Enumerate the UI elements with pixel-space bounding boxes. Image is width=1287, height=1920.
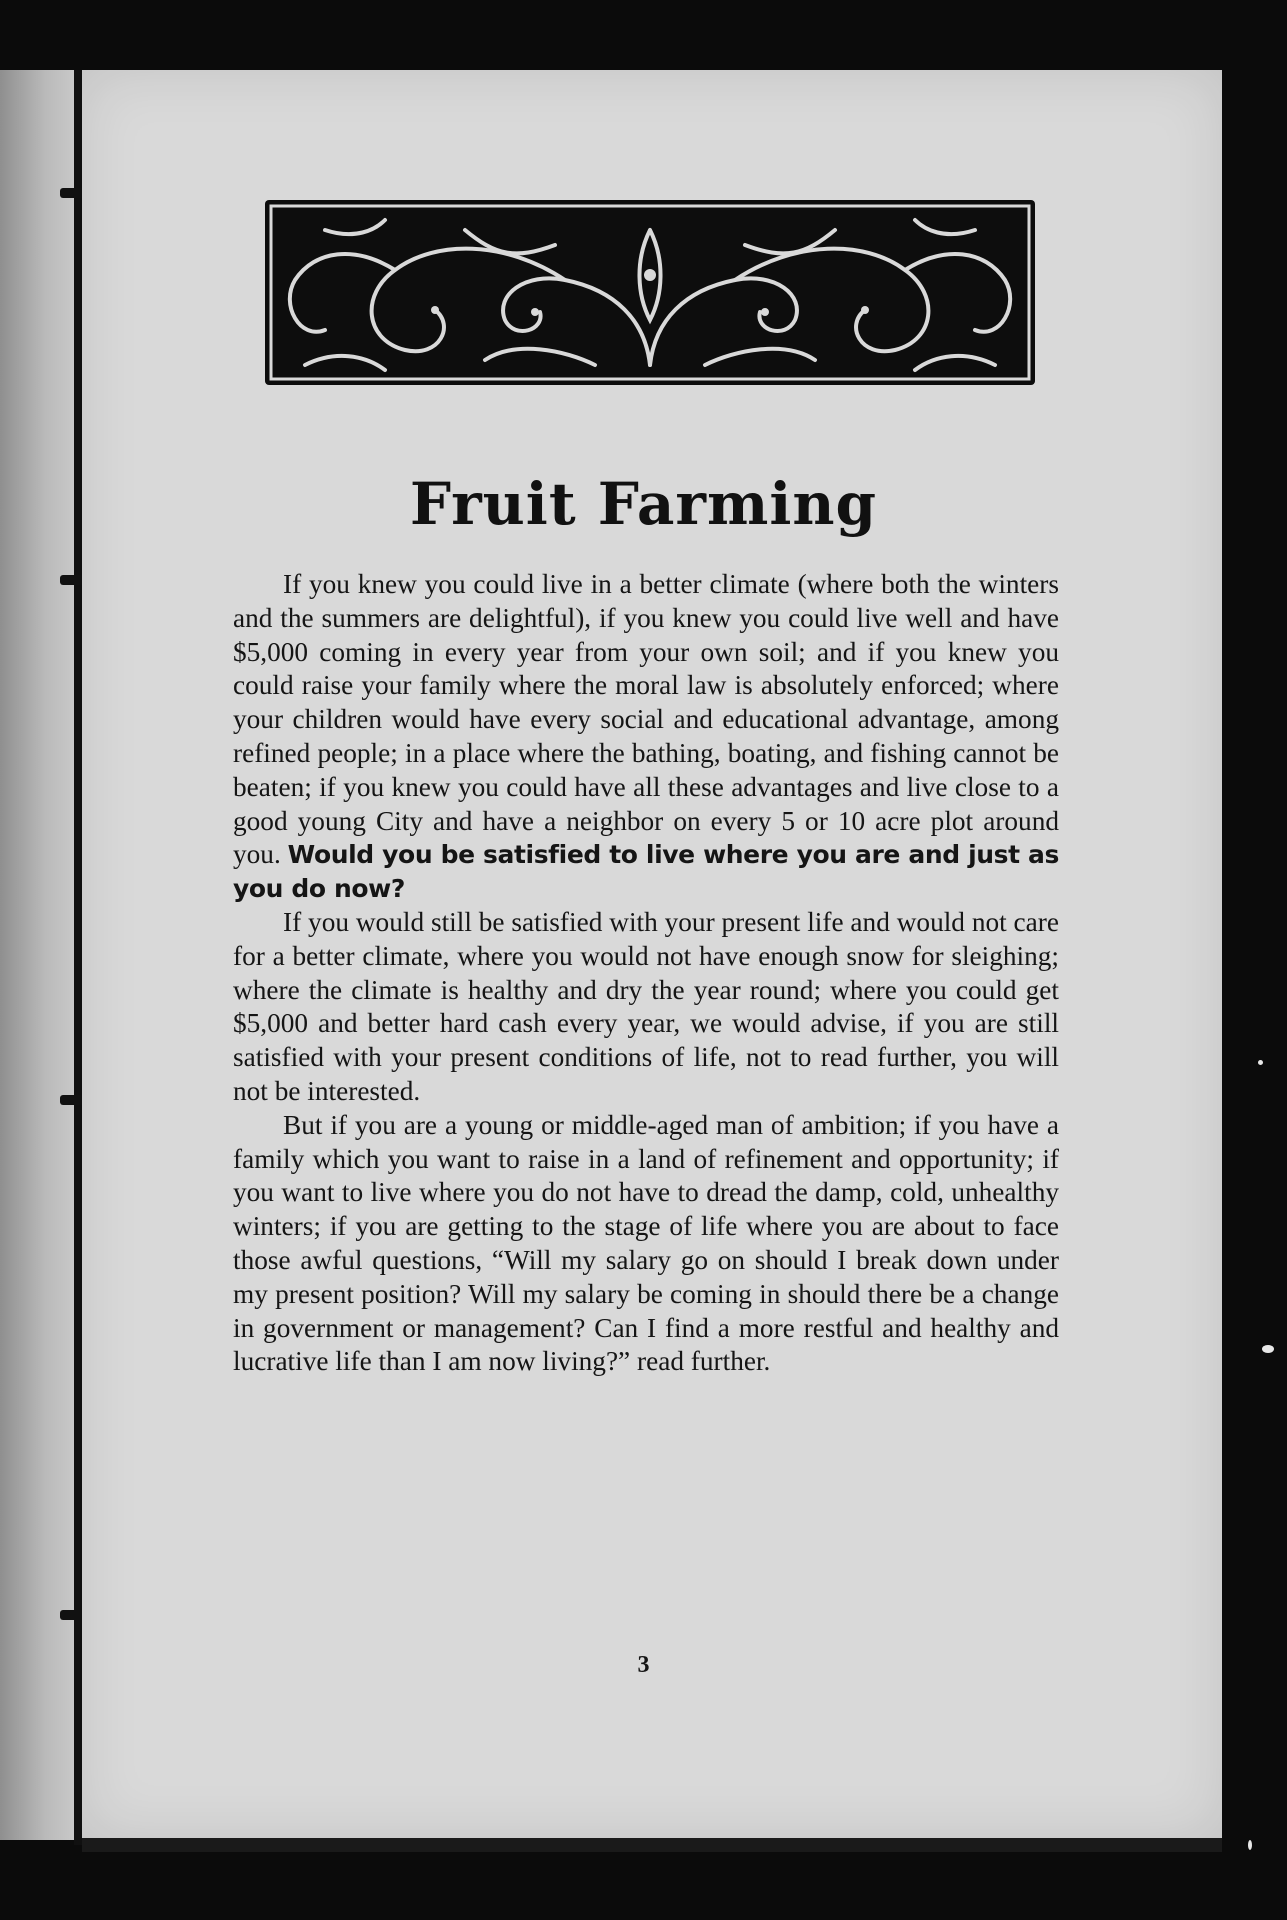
scan-speck (1262, 1345, 1274, 1353)
book-spine (74, 70, 82, 1845)
floral-ornament-icon (265, 200, 1035, 385)
page-title: Fruit Farming (409, 470, 878, 538)
scan-speck (1258, 1060, 1263, 1065)
article-body (233, 568, 1059, 1379)
emphasis-question: Would you be satisfied to live where you are and just as you do now? (233, 840, 1059, 904)
paragraph-1-text: If you knew you could live in a better climate (where both the winters and the summers are delightful), if you knew you could live well and have $5,000 coming in every year from your own soil; and if you knew you could raise your family where the moral law is absolutely enforced; where your children would have every social and educational advantage, among refined people; in a place where the bathing, boating, and fishing cannot be beaten; if you knew you could have all these advantages and live close to a good young City and have a neighbor on every 5 or 10 acre plot around you. (233, 569, 1059, 870)
page-number: 3 (637, 1652, 650, 1678)
scan-speck (1248, 1840, 1252, 1850)
paragraph-1 (233, 568, 1059, 906)
paragraph-2: If you would still be satisfied with your present life and would not care for a better climate, where you would not have enough snow for sleighing; where the climate is healthy and dry the year round; where you could get $5,000 and better hard cash every year, we would advise, if you are still satisfied with your present conditions of life, not to read further, you will not be interested. (233, 906, 1059, 1106)
paragraph-3: But if you are a young or middle-aged man of ambition; if you have a family which you want to raise in a land of refinement and opportunity; if you want to live where you do not have to dread the damp, cold, unhealthy winters; if you are getting to the stage of life where you are about to face those awful questions, “Will my salary go on should I break down under my present position? Will my salary be coming in should there be a change in government or management? Can I find a more restful and healthy and lucrative life than I am now living?” read further. (233, 1109, 1059, 1377)
page-bottom-edge (82, 1838, 1222, 1852)
facing-page-edge (0, 70, 74, 1840)
